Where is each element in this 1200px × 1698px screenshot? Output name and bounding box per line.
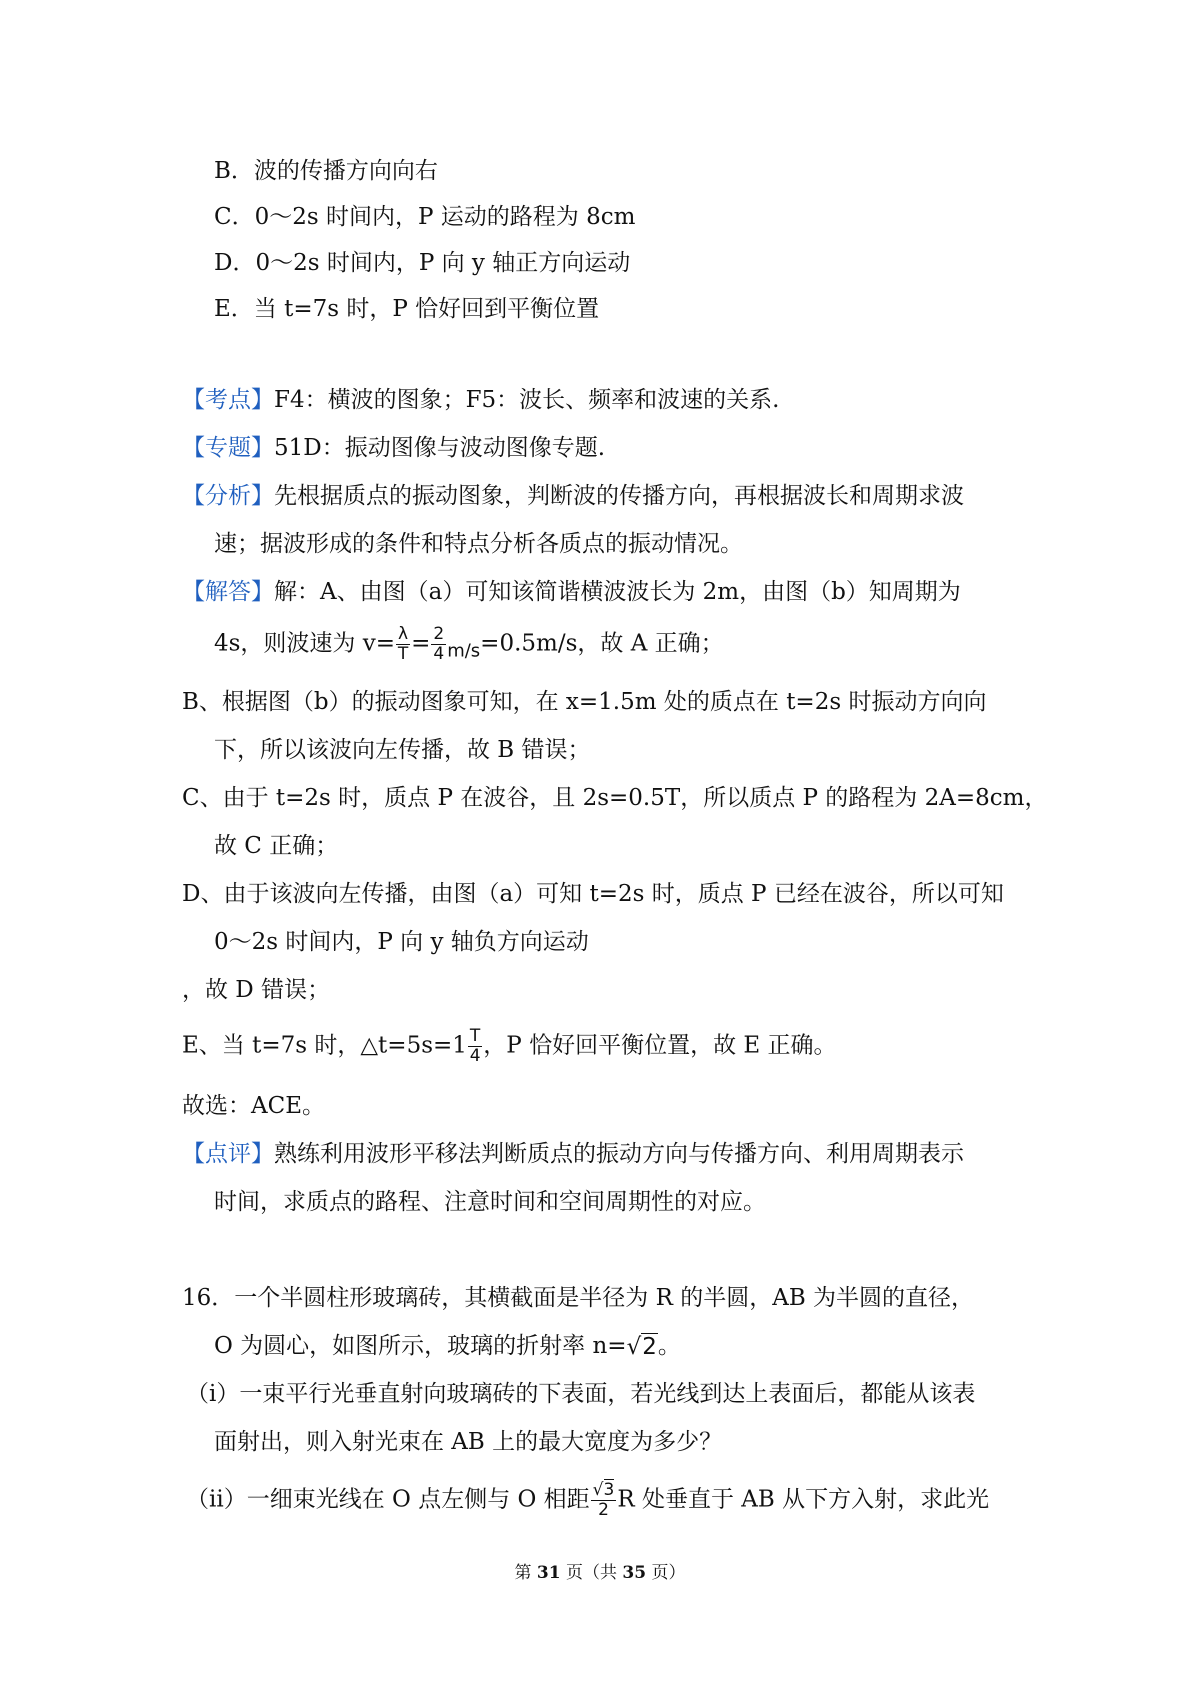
equals-sign: =	[411, 630, 431, 657]
fraction-denominator: 2	[598, 1500, 609, 1520]
jieda-text-1: 解：A、由图（a）可知该简谐横波波长为 2m，由图（b）知周期为	[274, 579, 961, 605]
unit-label: m/s	[447, 640, 481, 662]
jieda-e-suffix: ，P 恰好回平衡位置，故 E 正确。	[483, 1032, 837, 1059]
fraction-numerator: √3	[592, 1480, 615, 1500]
footer-prefix: 第	[514, 1563, 537, 1583]
q16-line-2	[214, 1330, 681, 1363]
jieda-b-2: 下，所以该波向左传播，故 B 错误；	[214, 737, 591, 763]
zhuanti-text: 51D：振动图像与波动图像专题.	[274, 435, 606, 461]
kaodian-tag: 【考点】	[182, 387, 274, 413]
option-c: C．0～2s 时间内，P 运动的路程为 8cm	[214, 204, 636, 230]
fraction-2-over-4	[431, 626, 446, 663]
dianping-line-1	[182, 1138, 964, 1170]
q16-line-1: 16．一个半圆柱形玻璃砖，其横截面是半径为 R 的半圆，AB 为半圆的直径，	[182, 1285, 975, 1311]
fenxi-text-2: 速；据波形成的条件和特点分析各质点的振动情况。	[214, 531, 743, 557]
fraction-lambda-over-T	[396, 626, 410, 663]
total-page-count: 35	[622, 1563, 647, 1583]
jieda-d-3: ，故 D 错误；	[182, 977, 331, 1003]
q16-ii-line	[186, 1482, 989, 1519]
fraction-denominator: 4	[469, 1046, 481, 1066]
dianping-tag: 【点评】	[182, 1141, 274, 1167]
footer-middle: 页（共	[560, 1563, 623, 1583]
q16-ii-prefix: （ii）一细束光线在 O 点左侧与 O 相距	[186, 1486, 590, 1513]
option-b: B．波的传播方向向右	[214, 158, 438, 184]
fraction-sqrt3-over-2	[591, 1482, 617, 1519]
kaodian-text: F4：横波的图象；F5：波长、频率和波速的关系.	[274, 387, 780, 413]
fraction-T-over-4	[468, 1028, 482, 1065]
option-e: E．当 t=7s 时，P 恰好回到平衡位置	[214, 296, 600, 322]
sqrt-2: √2	[626, 1334, 657, 1360]
jieda-e-line	[182, 1028, 837, 1065]
q16-i-line-1: （i）一束平行光垂直射向玻璃砖的下表面，若光线到达上表面后，都能从该表	[186, 1381, 976, 1407]
q16-ii-suffix: R 处垂直于 AB 从下方入射，求此光	[617, 1486, 990, 1513]
fraction-denominator: 4	[433, 644, 445, 664]
footer-suffix: 页）	[646, 1563, 686, 1583]
fraction-numerator: λ	[398, 624, 409, 644]
fenxi-tag: 【分析】	[182, 483, 274, 509]
answer-line: 故选：ACE。	[182, 1093, 325, 1119]
radicand: 3	[603, 1480, 615, 1500]
current-page-number: 31	[536, 1563, 561, 1583]
q16-i-line-2: 面射出，则入射光束在 AB 上的最大宽度为多少？	[214, 1429, 723, 1455]
jieda-d-1: D、由于该波向左传播，由图（a）可知 t=2s 时，质点 P 已经在波谷，所以可知	[182, 881, 1004, 907]
jieda-b-1: B、根据图（b）的振动图象可知，在 x=1.5m 处的质点在 t=2s 时振动方向向	[182, 689, 987, 715]
dianping-text-2: 时间，求质点的路程、注意时间和空间周期性的对应。	[214, 1189, 766, 1215]
jieda-c-2: 故 C 正确；	[214, 833, 339, 859]
kaodian-line	[182, 384, 780, 416]
fraction-numerator: T	[469, 1026, 481, 1046]
option-d: D．0～2s 时间内，P 向 y 轴正方向运动	[214, 250, 631, 276]
fenxi-text-1: 先根据质点的振动图象，判断波的传播方向，再根据波长和周期求波	[274, 483, 964, 509]
q16-line-2-suffix: 。	[657, 1333, 681, 1359]
velocity-result: =0.5m/s，故 A 正确；	[480, 630, 724, 657]
fraction-denominator: T	[397, 644, 409, 664]
zhuanti-line	[182, 432, 605, 464]
jieda-line-1	[182, 576, 961, 608]
fraction-numerator: 2	[433, 624, 445, 644]
jieda-line-2	[214, 626, 724, 668]
dianping-text-1: 熟练利用波形平移法判断质点的振动方向与传播方向、利用周期表示	[274, 1141, 964, 1167]
velocity-prefix: 4s，则波速为 v=	[214, 630, 396, 657]
page-footer	[0, 1558, 1200, 1583]
jieda-tag: 【解答】	[182, 579, 274, 605]
fenxi-line-1	[182, 480, 964, 512]
jieda-d-2: 0～2s 时间内，P 向 y 轴负方向运动	[214, 929, 589, 955]
radicand: 2	[642, 1334, 657, 1360]
jieda-e-prefix: E、当 t=7s 时，△t=5s=1	[182, 1032, 467, 1059]
zhuanti-tag: 【专题】	[182, 435, 274, 461]
q16-line-2-prefix: O 为圆心，如图所示，玻璃的折射率 n=	[214, 1333, 627, 1359]
jieda-c-1: C、由于 t=2s 时，质点 P 在波谷，且 2s=0.5T，所以质点 P 的路程为 2A=8cm，	[182, 785, 1048, 811]
